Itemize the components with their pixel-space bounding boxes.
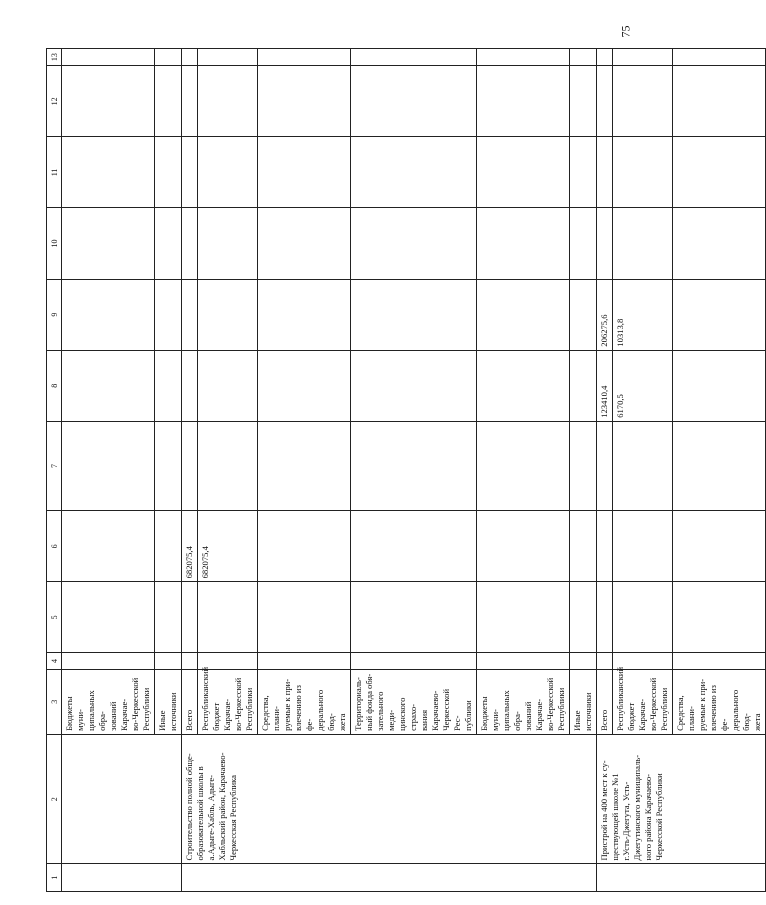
- value-cell: 682075,4: [198, 511, 258, 582]
- source-label: Республиканский бюджет Карачае- во-Черкесской Республики: [613, 669, 673, 734]
- project-name: Пристрой на 400 мест к су- ществующей школе №1 г.Усть-Джегута, Усть- Джегутинского муниципаль- ного района Карачаево- Черкесской Республики: [597, 734, 766, 864]
- value-cell: 682075,4: [182, 511, 198, 582]
- source-label: Бюджеты муни- ципальных обра- зований Карачае- во-Черкесской Республики: [62, 669, 155, 734]
- col-number: 9: [47, 279, 62, 350]
- source-label: Иные источники: [570, 669, 597, 734]
- value-cell: 123410,4: [597, 350, 613, 421]
- source-label: Всего: [597, 669, 613, 734]
- project-name: Строительство полной обще- образовательной школы в а.Адыге-Хабль, Адыге- Хабльский район, Карачаево- Черкесская Республика: [182, 734, 597, 864]
- col-number: 4: [47, 653, 62, 669]
- col-number: 3: [47, 669, 62, 734]
- table-row: [62, 49, 155, 892]
- col-number: 6: [47, 511, 62, 582]
- col-number: 12: [47, 66, 62, 137]
- source-label: Средства, плани- руемые к при- влечению из фе- дерального бюд- жета: [258, 669, 351, 734]
- source-label: Средства, плани- руемые к при- влечению из фе- дерального бюд- жета: [673, 669, 766, 734]
- col-number: 1: [47, 864, 62, 892]
- col-number: 7: [47, 421, 62, 510]
- col-number: 11: [47, 137, 62, 208]
- page-number: 75: [618, 25, 633, 38]
- col-number: 8: [47, 350, 62, 421]
- col-number: 5: [47, 582, 62, 653]
- col-number: 10: [47, 208, 62, 279]
- value-cell: 6170,5: [613, 350, 673, 421]
- value-cell: 206275,6: [597, 279, 613, 350]
- source-label: Территориаль- ный фонда обя- зательного меди- цинского страхо- вания Карачаево- Черкесской Рес- публики: [351, 669, 477, 734]
- source-label: Республиканский бюджет Карачае- во-Черкесской Республики: [198, 669, 258, 734]
- budget-table: [46, 48, 766, 892]
- column-number-row: [47, 49, 62, 892]
- table-row: [182, 49, 198, 892]
- source-label: Иные источники: [155, 669, 182, 734]
- col-number: 2: [47, 734, 62, 864]
- source-label: Всего: [182, 669, 198, 734]
- table-row: [597, 49, 613, 892]
- rotated-table-container: [46, 48, 762, 892]
- value-cell: 10313,8: [613, 279, 673, 350]
- source-label: Бюджеты муни- ципальных обра- зований Карачае- во-Черкесской Республики: [477, 669, 570, 734]
- col-number: 13: [47, 49, 62, 66]
